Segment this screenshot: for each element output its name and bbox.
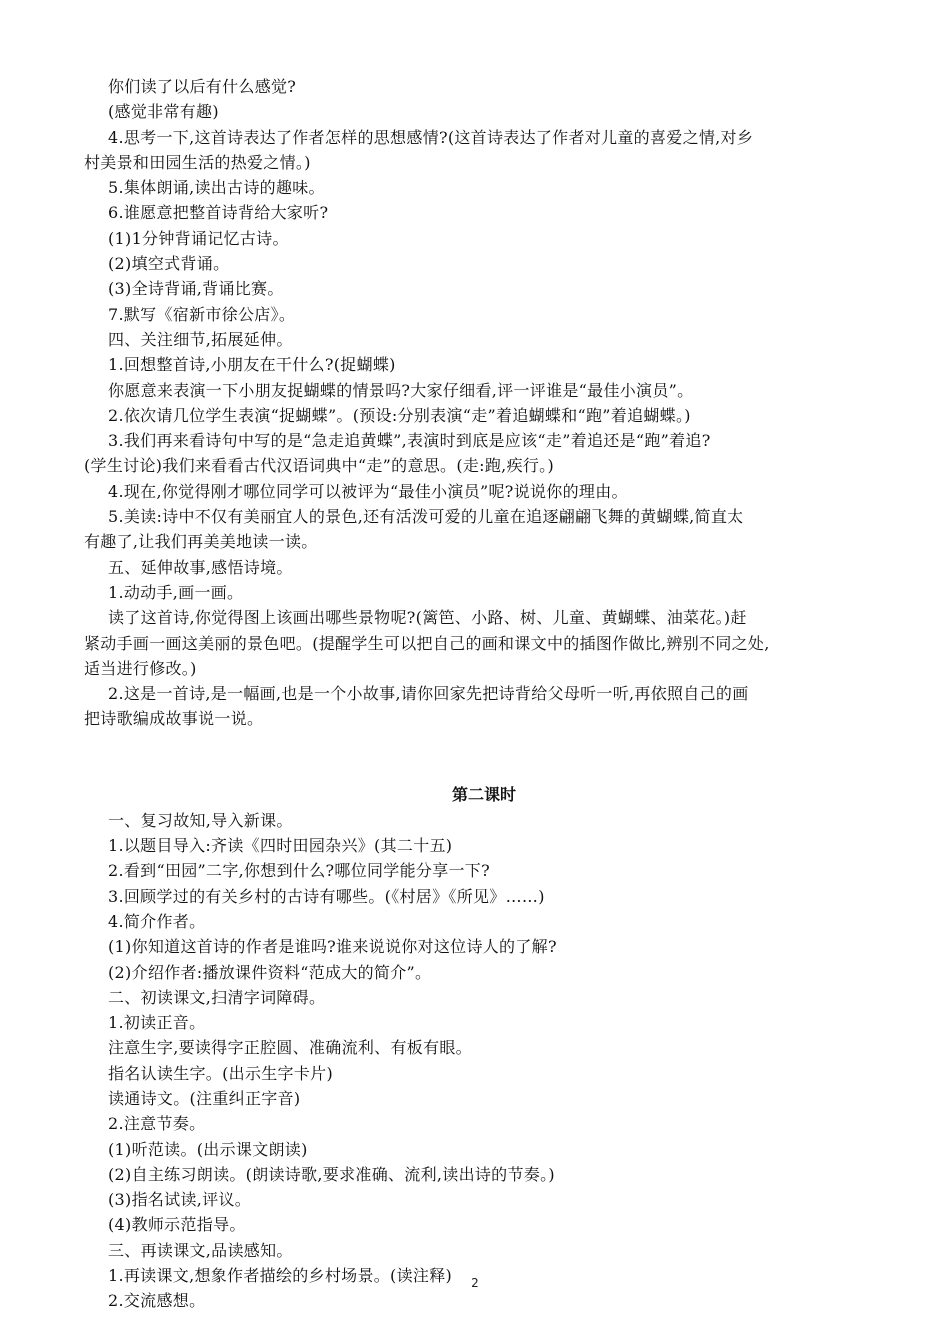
paragraph-line: 适当进行修改。) <box>84 658 197 678</box>
paragraph-line: 4.思考一下,这首诗表达了作者怎样的思想感情?(这首诗表达了作者对儿童的喜爱之情,对乡 <box>108 127 754 147</box>
section-heading: 二、初读课文,扫清字词障碍。 <box>108 987 326 1007</box>
paragraph-line: 1.回想整首诗,小朋友在干什么?(捉蝴蝶) <box>108 355 396 375</box>
paragraph-line: 村美景和田园生活的热爱之情。) <box>84 152 311 172</box>
paragraph-line: (3)指名试读,评议。 <box>108 1190 252 1210</box>
paragraph-line: (1)1分钟背诵记忆古诗。 <box>108 228 289 248</box>
paragraph-line: 紧动手画一画这美丽的景色吧。(提醒学生可以把自己的画和课文中的插图作做比,辨别不同之处, <box>84 633 770 653</box>
section-heading: 一、复习故知,导入新课。 <box>108 810 293 830</box>
paragraph-line: 有趣了,让我们再美美地读一读。 <box>84 532 318 552</box>
paragraph-line: 4.现在,你觉得刚才哪位同学可以被评为“最佳小演员”呢?说说你的理由。 <box>108 481 628 501</box>
paragraph-line: 你们读了以后有什么感觉? <box>108 77 297 96</box>
paragraph-line: 6.谁愿意把整首诗背给大家听? <box>108 203 329 223</box>
paragraph-line: 2.依次请几位学生表演“捉蝴蝶”。(预设:分别表演“走”着追蝴蝶和“跑”着追蝴蝶。) <box>108 405 691 425</box>
paragraph-line: (2)介绍作者:播放课件资料“范成大的简介”。 <box>108 962 432 982</box>
paragraph-line: 把诗歌编成故事说一说。 <box>84 709 264 729</box>
paragraph-line: (3)全诗背诵,背诵比赛。 <box>108 279 284 299</box>
paragraph-line: (1)你知道这首诗的作者是谁吗?谁来说说你对这位诗人的了解? <box>108 937 557 957</box>
paragraph-line: 1.以题目导入:齐读《四时田园杂兴》(其二十五) <box>108 836 453 856</box>
paragraph-line: 5.集体朗诵,读出古诗的趣味。 <box>108 178 325 198</box>
paragraph-line: 5.美读:诗中不仅有美丽宜人的景色,还有活泼可爱的儿童在追逐翩翩飞舞的黄蝴蝶,简直太 <box>108 507 744 527</box>
paragraph-line: 读通诗文。(注重纠正字音) <box>108 1088 301 1108</box>
paragraph-line: 7.默写《宿新市徐公店》。 <box>108 304 296 324</box>
paragraph-line: (4)教师示范指导。 <box>108 1215 246 1235</box>
section-heading: 四、关注细节,拓展延伸。 <box>108 329 293 349</box>
section-heading: 三、再读课文,品读感知。 <box>108 1240 293 1260</box>
paragraph-line: 1.初读正音。 <box>108 1013 206 1033</box>
paragraph-line: (2)自主练习朗读。(朗读诗歌,要求准确、流利,读出诗的节奏。) <box>108 1164 555 1184</box>
paragraph-line: 注意生字,要读得字正腔圆、准确流利、有板有眼。 <box>108 1038 472 1058</box>
paragraph-line: 指名认读生字。(出示生字卡片) <box>108 1063 333 1083</box>
paragraph-line: (1)听范读。(出示课文朗读) <box>108 1139 308 1159</box>
paragraph-line: 2.看到“田园”二字,你想到什么?哪位同学能分享一下? <box>108 861 490 881</box>
paragraph-line: 3.回顾学过的有关乡村的古诗有哪些。(《村居》《所见》……) <box>108 886 545 906</box>
paragraph-line: (感觉非常有趣) <box>108 102 219 122</box>
paragraph-line: 2.注意节奏。 <box>108 1114 206 1134</box>
paragraph-line: (学生讨论)我们来看看古代汉语词典中“走”的意思。(走:跑,疾行。) <box>84 456 555 476</box>
paragraph-line: 你愿意来表演一下小朋友捉蝴蝶的情景吗?大家仔细看,评一评谁是“最佳小演员”。 <box>108 380 694 400</box>
paragraph-line: 3.我们再来看诗句中写的是“急走追黄蝶”,表演时到底是应该“走”着追还是“跑”着追? <box>108 431 711 451</box>
paragraph-line: 1.动动手,画一画。 <box>108 582 244 602</box>
section-heading: 五、延伸故事,感悟诗境。 <box>108 557 293 577</box>
paragraph-line: 读了这首诗,你觉得图上该画出哪些景物呢?(篱笆、小路、树、儿童、黄蝴蝶、油菜花。)赶 <box>108 608 747 628</box>
page-number: 2 <box>471 1276 479 1290</box>
paragraph-line: (2)填空式背诵。 <box>108 254 230 274</box>
paragraph-line: 4.简介作者。 <box>108 911 206 931</box>
section-gap <box>84 732 884 782</box>
paragraph-line: 1.再读课文,想象作者描绘的乡村场景。(读注释) <box>108 1266 453 1286</box>
paragraph-line: 2.这是一首诗,是一幅画,也是一个小故事,请你回家先把诗背给父母听一听,再依照自己的画 <box>108 684 749 704</box>
lesson-heading: 第二课时 <box>451 784 516 804</box>
paragraph-line: 2.交流感想。 <box>108 1291 206 1311</box>
document-body <box>84 74 884 1314</box>
